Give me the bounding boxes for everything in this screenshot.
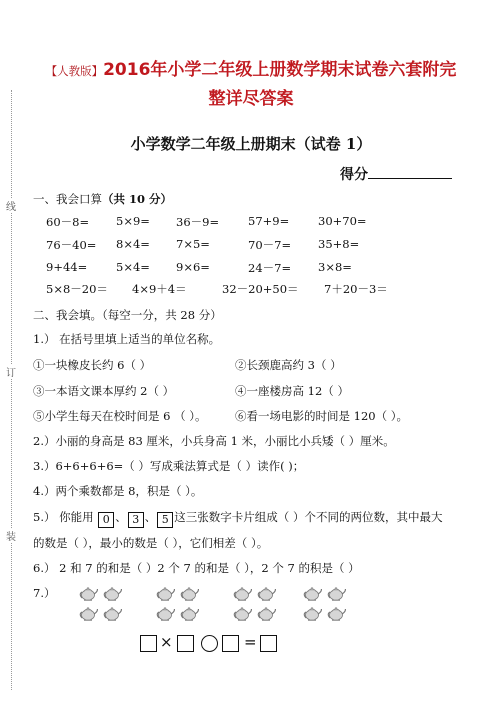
score-blank	[368, 166, 452, 179]
number-card-3: 3	[128, 512, 144, 528]
calc-item: 76－40=	[46, 238, 97, 252]
edition-tag: 【人教版】	[45, 64, 104, 78]
teapot-icon	[326, 604, 346, 621]
question-5-cont: 的数是（ ），最小的数是（ ），它们相差（ ）。	[33, 536, 269, 550]
calc-item: 32－20+50＝	[222, 282, 299, 296]
teapot-icon	[155, 584, 175, 601]
teapot-icon	[256, 604, 276, 621]
answer-box-2[interactable]	[177, 635, 194, 652]
teapot-icon	[179, 604, 199, 621]
calc-item: 3×8=	[318, 260, 352, 274]
number-card-5: 5	[157, 512, 173, 528]
q1-item-4: ④一座楼房高 12（ ）	[235, 384, 349, 398]
binding-mark-mid: 订	[6, 364, 16, 379]
teapot-icon	[102, 584, 122, 601]
teapot-icon	[78, 604, 98, 621]
calc-item: 5×4=	[116, 260, 150, 274]
calc-item: 30+70=	[318, 214, 367, 228]
document-title	[28, 56, 474, 113]
q1-item-2: ②长颈鹿高约 3（ ）	[235, 358, 342, 372]
calc-item: 7＋20－3＝	[324, 282, 388, 296]
teapot-icon	[102, 604, 122, 621]
title-line-1: 2016年小学二年级上册数学期末试卷六套附完	[103, 60, 457, 80]
q1-item-3: ③一本语文课本厚约 2（ ）	[33, 384, 175, 398]
section-1-title: 一、我会口算（共 10 分）	[33, 192, 173, 206]
teapot-icon	[179, 584, 199, 601]
question-6: 6.） 2 和 7 的和是（ ）2 个 7 的和是（ ），2 个 7 的积是（ ）	[33, 561, 360, 575]
teapot-icon	[302, 584, 322, 601]
teapot-icon	[256, 584, 276, 601]
calc-item: 7×5=	[176, 237, 210, 251]
question-7: 7.）	[33, 586, 56, 600]
question-4: 4.）两个乘数都是 8，积是（ ）。	[33, 484, 203, 498]
calc-item: 60－8=	[46, 215, 90, 229]
question-2: 2.）小丽的身高是 83 厘米，小兵身高 1 米，小丽比小兵矮（ ）厘米。	[33, 434, 395, 448]
calc-item: 5×8－20＝	[46, 282, 108, 296]
teapot-icon	[302, 604, 322, 621]
teapot-icon	[78, 584, 98, 601]
question-1: 1.） 在括号里填上适当的单位名称。	[33, 332, 221, 346]
number-card-0: 0	[98, 512, 114, 528]
equals-sign: =	[244, 633, 257, 651]
binding-mark-bot: 装	[6, 528, 16, 543]
calc-item: 9×6=	[176, 260, 210, 274]
calc-item: 24－7=	[248, 261, 292, 275]
binding-line	[11, 90, 12, 690]
teapot-icon	[326, 584, 346, 601]
teapot-icon	[155, 604, 175, 621]
answer-circle[interactable]	[201, 635, 218, 652]
teapot-icon	[232, 604, 252, 621]
times-sign: ×	[160, 633, 173, 651]
answer-box-3[interactable]	[222, 635, 239, 652]
score-field	[340, 164, 452, 184]
calc-item: 35+8=	[318, 237, 360, 251]
title-line-2: 整详尽答案	[208, 89, 294, 109]
calc-item: 36－9=	[176, 215, 220, 229]
q1-item-1: ①一块橡皮长约 6（ ）	[33, 358, 152, 372]
q1-item-6: ⑥看一场电影的时间是 120（ ）。	[235, 409, 409, 423]
answer-box-1[interactable]	[140, 635, 157, 652]
teapot-icon	[232, 584, 252, 601]
binding-mark-top: 线	[6, 198, 16, 213]
calc-item: 57+9=	[248, 214, 290, 228]
answer-box-4[interactable]	[260, 635, 277, 652]
question-3: 3.）6+6+6+6=（ ）写成乘法算式是（ ）读作( )；	[33, 459, 305, 473]
section-2-title: 二、我会填。（每空一分，共 28 分）	[33, 308, 222, 322]
calc-item: 70－7=	[248, 238, 292, 252]
calc-item: 9+44=	[46, 260, 88, 274]
calc-item: 8×4=	[116, 237, 150, 251]
score-label: 得分	[340, 167, 368, 183]
q1-item-5: ⑤小学生每天在校时间是 6 （ ）。	[33, 409, 207, 423]
calc-item: 4×9＋4＝	[132, 282, 187, 296]
exam-subtitle: 小学数学二年级上册期末（试卷 1）	[130, 135, 372, 153]
calc-item: 5×9=	[116, 214, 150, 228]
question-5: 5.） 你能用 0 、 3 、 5 这三张数字卡片组成（ ）个不同的两位数，其中最大	[33, 510, 443, 526]
